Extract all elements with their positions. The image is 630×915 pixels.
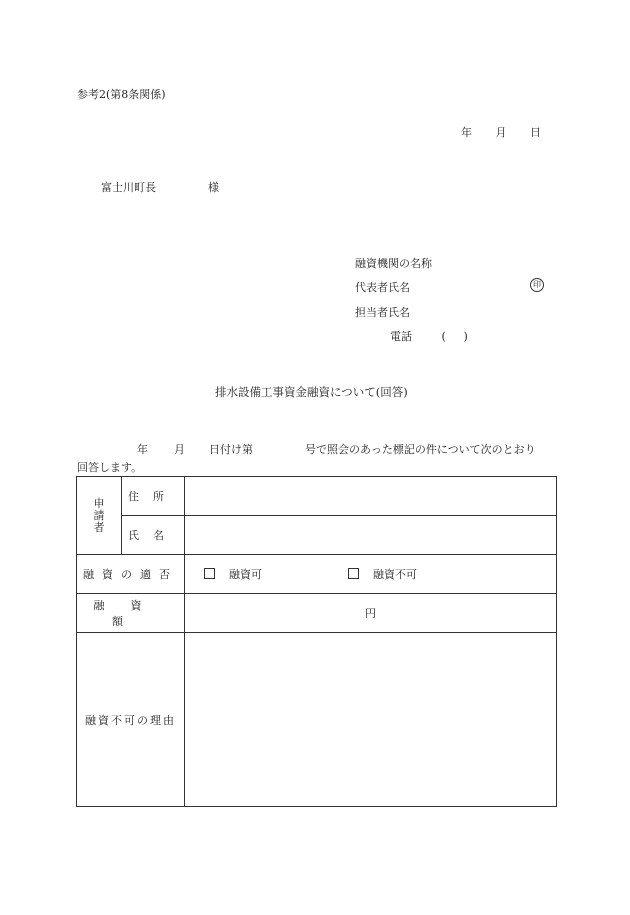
date-month: 月 bbox=[495, 126, 507, 139]
amount-value[interactable] bbox=[185, 594, 557, 633]
phone-open-paren: ( bbox=[441, 330, 446, 343]
propriety-label: 融資の適否 bbox=[77, 555, 185, 594]
loan-approved-checkbox[interactable] bbox=[204, 568, 215, 579]
amount-row bbox=[77, 594, 557, 633]
loan-approved-label: 融資可 bbox=[229, 568, 262, 581]
body-rest: 号で照会のあった標記の件について次のとおり bbox=[305, 443, 536, 456]
bank-name-label: 融資機関の名称 bbox=[355, 257, 432, 270]
phone-line bbox=[390, 328, 486, 344]
name-row bbox=[77, 516, 557, 555]
address-row bbox=[77, 477, 557, 516]
phone-label: 電話 bbox=[390, 330, 412, 343]
body-line-1 bbox=[137, 441, 536, 457]
loan-rejected-label: 融資不可 bbox=[373, 568, 417, 581]
propriety-options bbox=[185, 555, 557, 594]
body-dated: 日付け第 bbox=[209, 443, 253, 456]
reason-label: 融資不可の理由 bbox=[77, 633, 185, 807]
amount-label: 融資額 bbox=[77, 594, 185, 633]
addressee bbox=[101, 179, 219, 195]
address-label: 住所 bbox=[122, 477, 185, 516]
yen-unit: 円 bbox=[365, 607, 376, 620]
document-title: 排水設備工事資金融資について(回答) bbox=[215, 385, 408, 399]
address-value[interactable] bbox=[185, 477, 557, 516]
addressee-name: 富士川町長 bbox=[101, 181, 156, 194]
date-year: 年 bbox=[461, 126, 472, 139]
propriety-row bbox=[77, 555, 557, 594]
date-line bbox=[461, 124, 541, 140]
reason-value[interactable] bbox=[185, 633, 557, 807]
body-year: 年 bbox=[137, 443, 148, 456]
reason-row bbox=[77, 633, 557, 807]
reference-label: 参考2(第8条関係) bbox=[77, 88, 166, 101]
applicant-label-text: 申請者 bbox=[93, 496, 105, 534]
applicant-label bbox=[77, 477, 122, 555]
name-value[interactable] bbox=[185, 516, 557, 555]
representative-name-label: 代表者氏名 bbox=[355, 281, 410, 294]
addressee-honorific: 様 bbox=[208, 181, 219, 194]
date-day: 日 bbox=[530, 126, 541, 139]
name-label: 氏名 bbox=[122, 516, 185, 555]
body-month: 月 bbox=[174, 443, 185, 456]
body-line-2: 回答します。 bbox=[77, 461, 143, 474]
seal-mark: 印 bbox=[530, 278, 544, 292]
staff-name-label: 担当者氏名 bbox=[355, 306, 410, 319]
loan-rejected-checkbox[interactable] bbox=[348, 568, 359, 579]
phone-close-paren: ) bbox=[463, 330, 468, 343]
reply-table bbox=[76, 476, 557, 807]
